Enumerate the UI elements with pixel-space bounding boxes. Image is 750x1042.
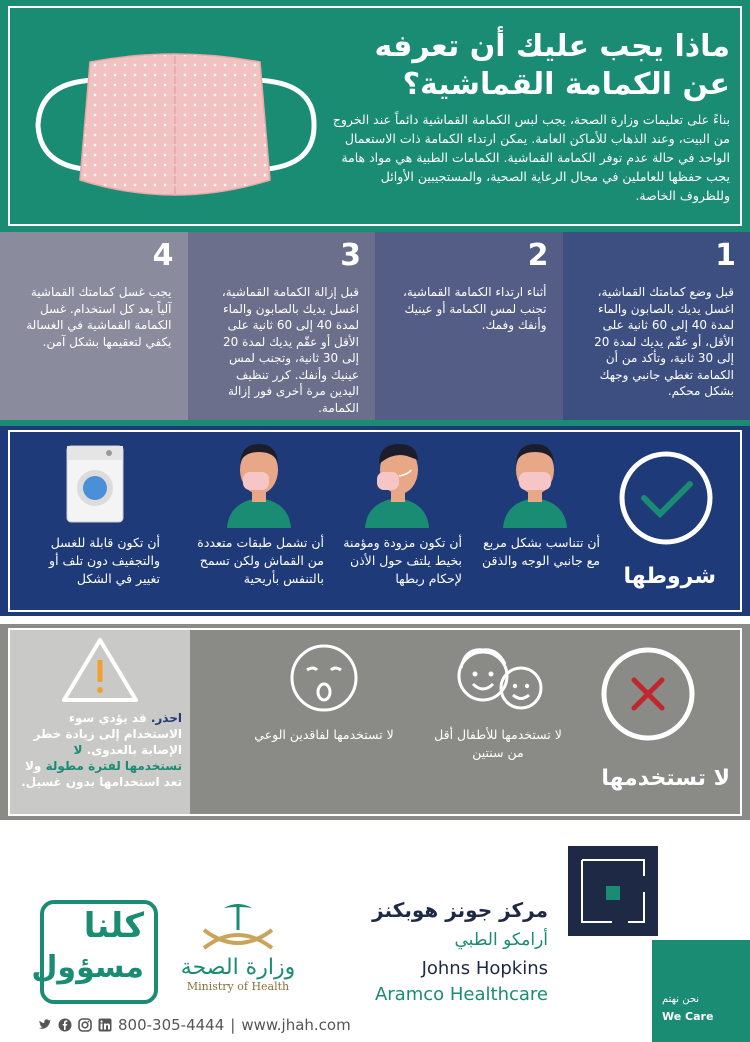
jhah-name-english-2: Aramco Healthcare [374,984,548,1005]
steps-section [0,232,750,420]
kulna-line-2: مسؤول [31,950,144,985]
warning-text-2: ولا تعد استخدامها بدون غسيل. [21,759,182,789]
ministry-of-health-logo [178,900,298,1010]
step-number: 2 [527,238,549,273]
step-number: 4 [152,238,174,273]
warning-box [10,630,190,814]
phone-number: 800-305-4444 [118,1016,225,1034]
condition-item [30,438,160,588]
warning-highlight: لا تستخدمها لفترة مطولة [45,743,182,773]
warning-bold: احذر. [150,711,182,725]
title-line-2: عن الكمامة القماشية؟ [402,67,730,102]
facebook-icon[interactable] [58,1018,72,1032]
jhah-name-arabic-1: مركز جونز هوبكنز [372,898,548,922]
children-faces-icon [443,638,553,718]
man-mask-front-icon [495,438,575,528]
man-mask-side-icon [357,438,437,528]
condition-text: أن تتناسب بشكل مربع مع جانبي الوجه والذقن [481,535,600,568]
donts-section [0,624,750,820]
dont-text: لا تستخدمها لفاقدين الوعي [254,727,394,742]
intro-paragraph: بناءً على تعليمات وزارة الصحة، يجب لبس الكمامة القماشية دائماً عند الخروج من البيت، وعند الذهاب للأماكن العامة. يمكن ارتداء الكمامة ذات الاستعمال الواحد في حالة عدم توفر الكمامة القماشية. الكمامات الطبية هي مواد هامة يجب حفظها للعاملين في مجال الرعاية الصحية، والمستجيبين الأوائل وللظروف الخاصة. [332,112,730,203]
washing-machine-icon [55,438,135,528]
conditions-section [0,426,750,616]
warning-triangle-icon [60,636,140,704]
step-text: قبل إزالة الكمامة القماشية، اغسل يديك بالصابون والماء لمدة 40 إلى 60 ثانية على الأقل أو عقّم يديك لمدة 20 إلى 30 ثانية، وتجنب لمس عينيك وأنفك. كرر تنظيف اليدين مرة أخرى فور إزالة الكمامة. [221,285,359,415]
jhah-name-arabic-2: أرامكو الطبي [454,930,548,950]
we-care-badge [652,940,750,1042]
title-line-1: ماذا يجب عليك أن تعرفه [374,29,730,64]
step-3 [188,232,376,420]
checkmark-circle-icon [616,448,716,548]
header-section [0,0,750,232]
unconscious-face-icon [269,638,379,718]
moh-arabic: وزارة الصحة [180,955,296,980]
dont-item [254,638,394,744]
man-mask-layers-icon [219,438,299,528]
condition-text: أن تشمل طبقات متعددة من القماش ولكن تسمح بالتنفس بأريحية [197,535,324,586]
condition-item [194,438,324,588]
kulna-line-1: كلنا [83,906,144,946]
step-4 [0,232,188,420]
step-number: 1 [715,238,736,273]
condition-text: أن تكون مزودة ومؤمنة بخيط يلتف حول الأذن لإحكام ربطها [343,535,462,586]
footer-section [0,828,750,1042]
twitter-icon[interactable] [38,1018,52,1032]
dont-text: لا تستخدمها للأطفال أقل من سنتين [434,727,562,760]
jhah-name-english-1: Johns Hopkins [421,958,548,979]
moh-english: Ministry of Health [186,980,290,993]
dont-item [428,638,568,762]
step-2 [375,232,563,420]
donts-title: لا تستخدمها [601,766,730,791]
we-care-english: We Care [662,1010,714,1023]
linkedin-icon[interactable] [98,1018,112,1032]
kulna-masool-logo [31,900,158,1004]
step-text: يجب غسل كمامتك القماشية آلياً بعد كل استخدام. غسل الكمامة القماشية في الغسالة يكفي لتعقيمها بشكل آمن. [26,285,172,349]
condition-item [470,438,600,570]
condition-text: أن تكون قابلة للغسل والتجفيف دون تلف أو تغيير في الشكل [49,535,160,586]
step-1 [563,232,750,420]
we-care-arabic: نحن نهتم [662,994,700,1005]
contact-bar [38,1016,351,1034]
warning-text [18,710,182,790]
page-title [350,28,730,104]
step-number: 3 [340,238,361,273]
instagram-icon[interactable] [78,1018,92,1032]
website-link[interactable]: www.jhah.com [241,1016,351,1034]
step-text: أثناء ارتداء الكمامة القماشية، تجنب لمس الكمامة أو عينيك وأنفك وفمك. [403,285,547,332]
warning-text-1: قد يؤدي سوء الاستخدام إلى زيادة خطر الإصابة بالعدوى. [33,711,182,757]
cloth-mask-icon [30,50,320,200]
x-circle-icon [598,644,698,744]
jhah-logo-icon [568,846,658,936]
separator: | [230,1016,236,1034]
condition-item [332,438,462,588]
moh-emblem-icon [188,900,288,956]
conditions-title: شروطها [623,564,716,589]
step-text: قبل وضع كمامتك القماشية، اغسل يديك بالصابون والماء لمدة 40 إلى 60 ثانية على الأقل، أو عقّم يديك لمدة 20 إلى 30 ثانية، وتأكد من أن الكمامة تغطي جانبي وجهك بشكل محكم. [594,285,734,398]
